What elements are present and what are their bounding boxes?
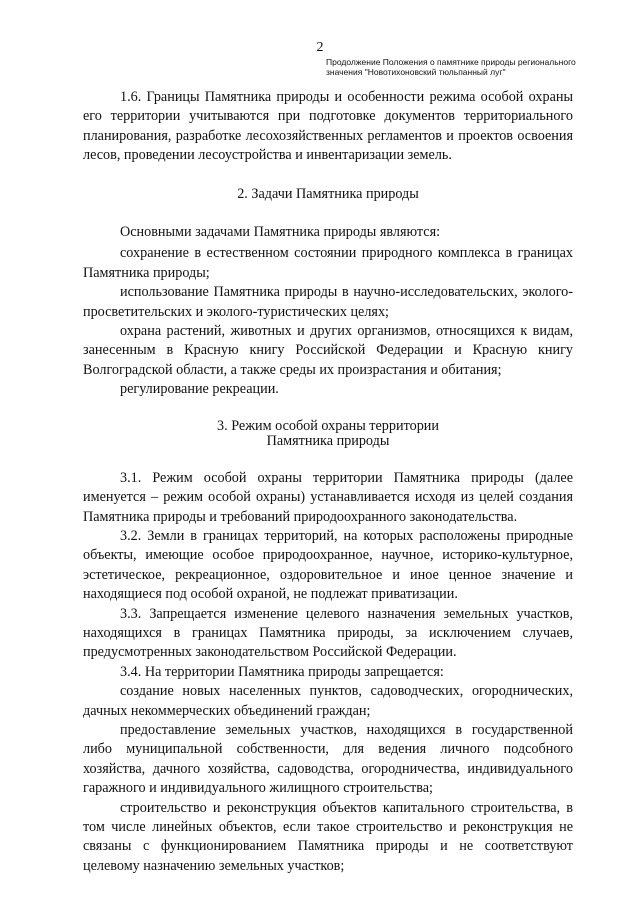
clause-1-6: 1.6. Границы Памятника природы и особенности режима особой охраны его территории учитываются при подготовке документов территориального планирования, разработке лесохозяйственных регламентов и проектов освоения лесов, проведении лесоустройства и инвентаризации земель. bbox=[83, 89, 573, 164]
prohibited-item: создание новых населенных пунктов, садоводческих, огороднических, дачных некоммерческих объединений граждан; bbox=[83, 683, 573, 719]
document-body bbox=[83, 88, 573, 876]
section-3-heading-line2: Памятника природы bbox=[266, 432, 390, 449]
clause-3-2: 3.2. Земли в границах территорий, на которых расположены природные объекты, имеющие особое природоохранное, научное, историко-культурное, эстетическое, рекреационное, оздоровительное и иное ценное значение и находящиеся под особой охраной, не подлежат приватизации. bbox=[83, 527, 573, 603]
clause-3-4: 3.4. На территории Памятника природы запрещается: bbox=[120, 663, 444, 680]
clause-3-3: 3.3. Запрещается изменение целевого назначения земельных участков, находящихся в границах Памятника природы, за исключением случаев, предусмотренных законодательством Российской Федерации. bbox=[83, 605, 573, 661]
task-item: охрана растений, животных и других организмов, относящихся к видам, занесенным в Красную книгу Российской Федерации и Красную книгу Волгоградской области, а также среды их произрастания и обитания; bbox=[83, 323, 573, 378]
clause-3-1: 3.1. Режим особой охраны территории Памятника природы (далее именуется – режим особой охраны) устанавливается исходя из целей создания Памятника природы и требований природоохранного законодательства. bbox=[83, 469, 573, 525]
task-item: регулирование рекреации. bbox=[120, 381, 279, 398]
page-number: 2 bbox=[316, 40, 324, 55]
task-item: сохранение в естественном состоянии природного комплекса в границах Памятника природы; bbox=[83, 245, 573, 281]
task-item: использование Памятника природы в научно-исследовательских, эколого-просветительских и эколого-туристических целях; bbox=[83, 284, 573, 320]
section-3-heading-line1: 3. Режим особой охраны территории bbox=[217, 417, 439, 434]
prohibited-item: предоставление земельных участков, находящихся в государственной либо муниципальной собственности, для ведения личного подсобного хозяйства, дачного хозяйства, садоводства, огородничества, индивидуального гаражного и индивидуального жилищного строительства; bbox=[83, 721, 573, 797]
section-2-intro: Основными задачами Памятника природы являются: bbox=[120, 224, 441, 241]
section-2-heading: 2. Задачи Памятника природы bbox=[237, 185, 419, 202]
header-note: Продолжение Положения о памятнике природы регионального значения "Новотихоновский тюльпанный луг" bbox=[326, 57, 576, 77]
prohibited-item: строительство и реконструкция объектов капитального строительства, в том числе линейных объектов, если такое строительство и реконструкция не связаны с функционированием Памятника природы и не соответствуют целевому назначению земельных участков; bbox=[83, 799, 573, 874]
